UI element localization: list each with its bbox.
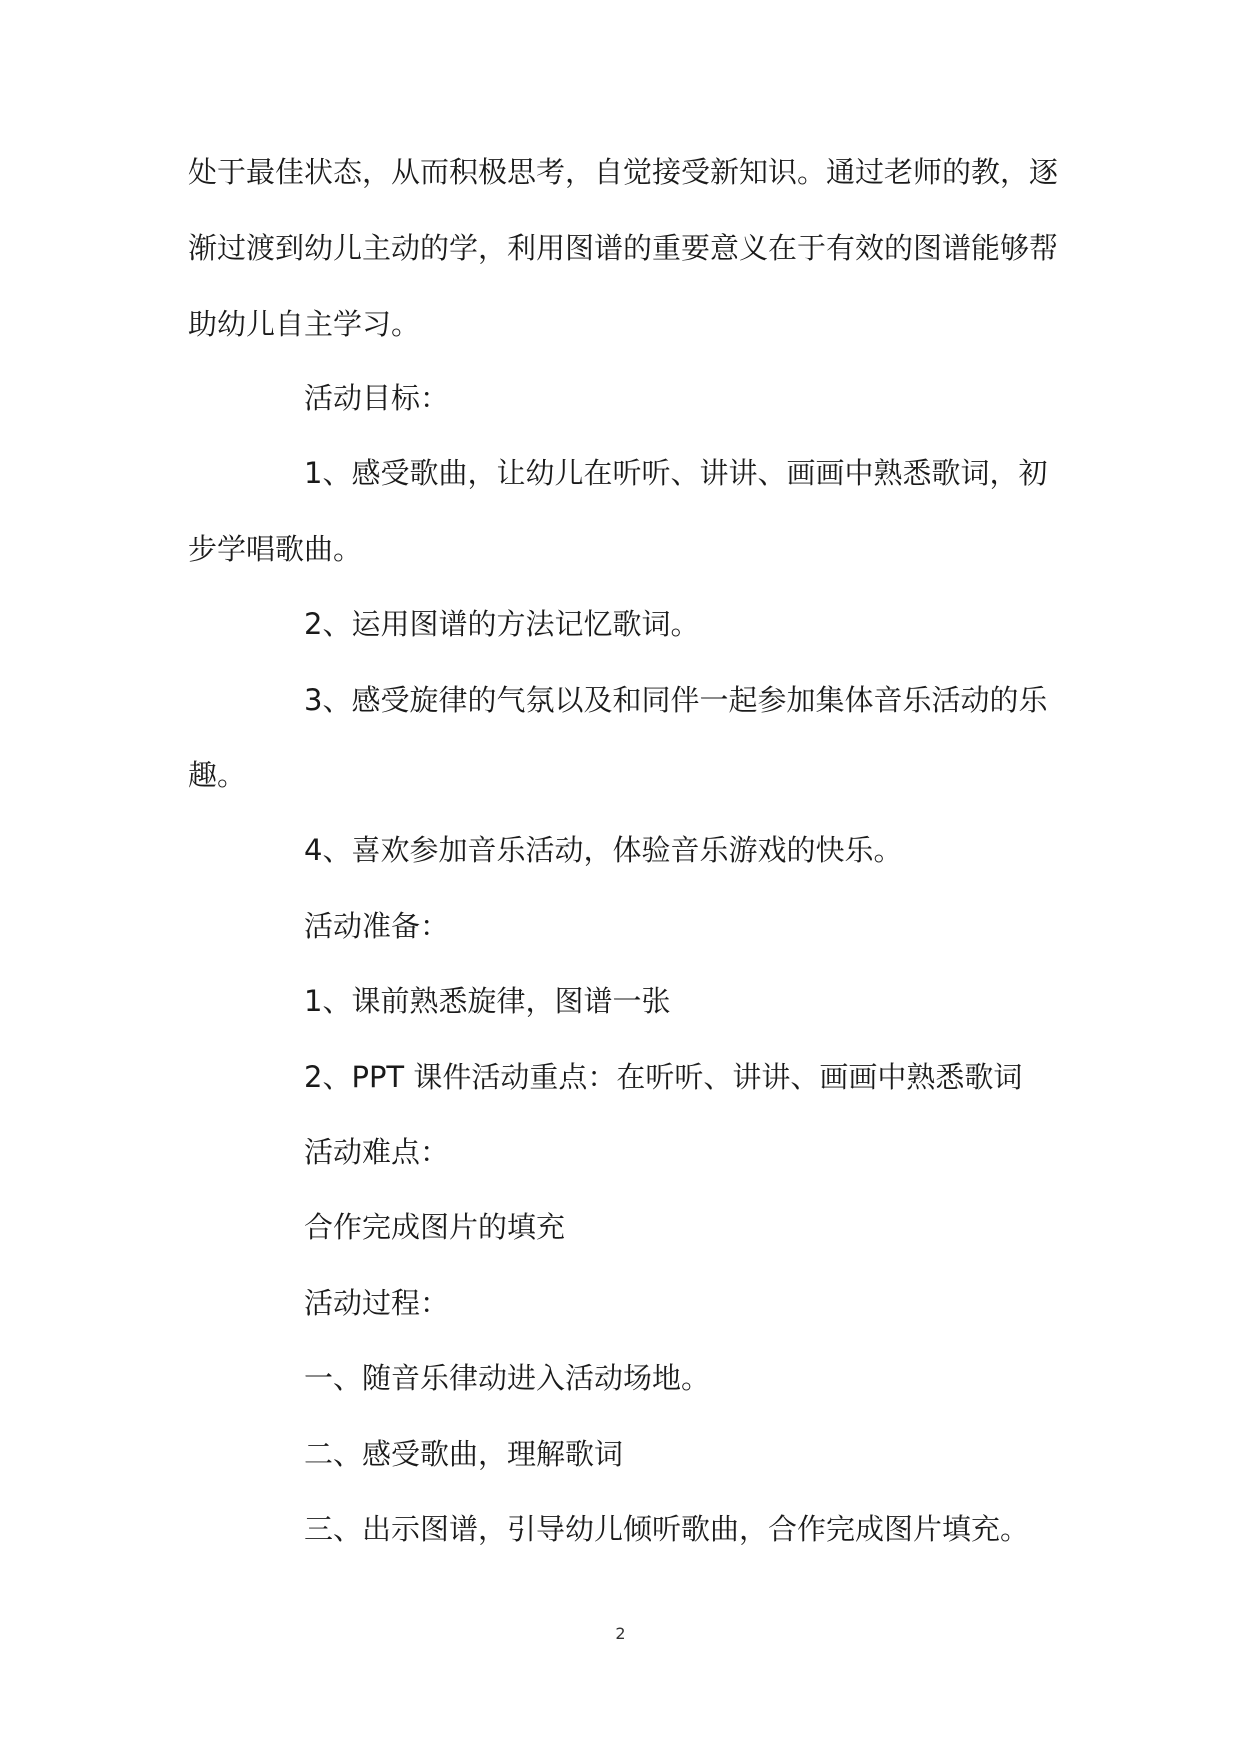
process-step-1: 一、随音乐律动进入活动场地。 (304, 1361, 711, 1395)
section-heading-goals: 活动目标： (304, 381, 450, 415)
paragraph-line: 处于最佳状态，从而积极思考，自觉接受新知识。通过老师的教，逐 (188, 155, 1059, 189)
goal-item-2: 2、运用图谱的方法记忆歌词。 (304, 607, 700, 641)
goal-item-1-continued: 步学唱歌曲。 (188, 532, 363, 566)
section-heading-preparation: 活动准备： (304, 909, 450, 943)
section-heading-process: 活动过程： (304, 1286, 450, 1320)
goal-item-3-continued: 趣。 (188, 758, 247, 792)
goal-item-1: 1、感受歌曲，让幼儿在听听、讲讲、画画中熟悉歌词，初 (304, 456, 1048, 490)
paragraph-line: 助幼儿自主学习。 (188, 307, 421, 341)
process-step-3: 三、出示图谱，引导幼儿倾听歌曲，合作完成图片填充。 (304, 1512, 1030, 1546)
preparation-item-2: 2、PPT 课件活动重点：在听听、讲讲、画画中熟悉歌词 (304, 1060, 1023, 1094)
section-heading-difficulty: 活动难点： (304, 1135, 450, 1169)
goal-item-3: 3、感受旋律的气氛以及和同伴一起参加集体音乐活动的乐 (304, 683, 1048, 717)
goal-item-4: 4、喜欢参加音乐活动，体验音乐游戏的快乐。 (304, 833, 903, 867)
preparation-item-1: 1、课前熟悉旋律，图谱一张 (304, 984, 671, 1018)
paragraph-line: 渐过渡到幼儿主动的学，利用图谱的重要意义在于有效的图谱能够帮 (188, 231, 1059, 265)
process-step-2: 二、感受歌曲，理解歌词 (304, 1437, 624, 1471)
page-number: 2 (615, 1624, 626, 1643)
difficulty-text: 合作完成图片的填充 (304, 1210, 566, 1244)
